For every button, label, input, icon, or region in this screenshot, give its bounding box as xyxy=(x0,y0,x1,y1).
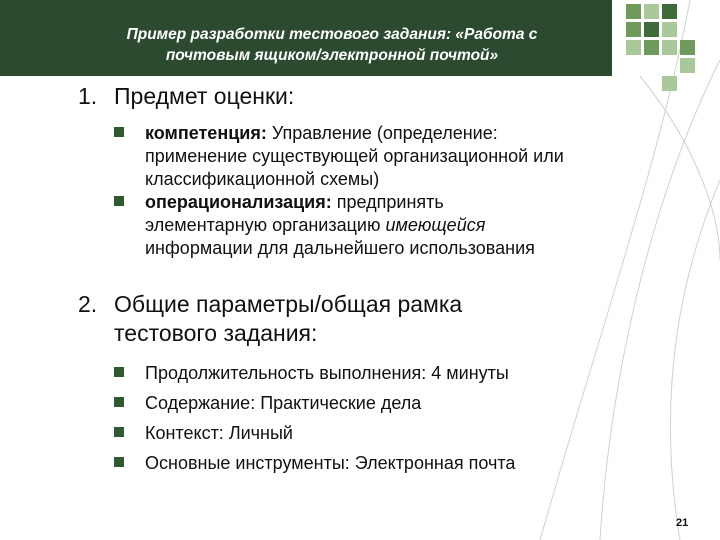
section1-number: 1. xyxy=(78,83,98,109)
section1-heading-text: Предмет оценки: xyxy=(114,83,295,109)
section1-bullets xyxy=(112,122,672,260)
section2-heading-line1: Общие параметры/общая рамка xyxy=(114,291,463,317)
section2-heading xyxy=(78,290,462,348)
decor-square xyxy=(644,40,659,55)
square-bullet-icon xyxy=(114,367,124,377)
list-item xyxy=(112,362,672,385)
bullet-text: применение существующей организационной или xyxy=(145,146,564,166)
slide-title-line2: почтовым ящиком/электронной почтой» xyxy=(165,47,499,64)
list-item xyxy=(112,422,672,445)
decor-square xyxy=(680,40,695,55)
square-bullet-icon xyxy=(114,127,124,137)
decor-square xyxy=(680,58,695,73)
decor-square xyxy=(626,22,641,37)
square-bullet-icon xyxy=(114,196,124,206)
item-text: Контекст: Личный xyxy=(145,423,293,443)
item-text: Продолжительность выполнения: 4 минуты xyxy=(145,363,509,383)
bullet-term: операционализация: xyxy=(145,192,332,212)
bullet-text-italic: имеющейся xyxy=(385,215,486,235)
bullet-text: Управление (определение: xyxy=(271,123,498,143)
list-item xyxy=(112,122,672,191)
section1-heading xyxy=(78,82,294,111)
square-bullet-icon xyxy=(114,397,124,407)
bullet-text: информации для дальнейшего использования xyxy=(145,238,535,258)
decor-square xyxy=(662,22,677,37)
decor-square xyxy=(662,4,677,19)
bullet-text: элементарную организацию xyxy=(145,215,386,235)
item-text: Основные инструменты: Электронная почта xyxy=(145,453,516,473)
list-item xyxy=(112,191,672,260)
square-bullet-icon xyxy=(114,427,124,437)
page-number: 21 xyxy=(676,517,689,529)
decor-square xyxy=(626,40,641,55)
bullet-term: компетенция: xyxy=(145,123,267,143)
bullet-text: предпринять xyxy=(336,192,444,212)
slide-title xyxy=(62,24,602,66)
slide-title-line1: Пример разработки тестового задания: «Работа с xyxy=(126,26,538,43)
list-item xyxy=(112,392,672,415)
list-item xyxy=(112,452,672,475)
item-text: Содержание: Практические дела xyxy=(145,393,422,413)
decor-square xyxy=(644,22,659,37)
square-bullet-icon xyxy=(114,457,124,467)
decor-square xyxy=(626,4,641,19)
bullet-text: классификационной схемы) xyxy=(145,169,380,189)
section2-heading-line2: тестового задания: xyxy=(114,320,318,346)
section2-bullets xyxy=(112,362,672,482)
section2-number: 2. xyxy=(78,291,98,317)
decor-square xyxy=(662,40,677,55)
decor-square xyxy=(644,4,659,19)
decor-square xyxy=(662,76,677,91)
